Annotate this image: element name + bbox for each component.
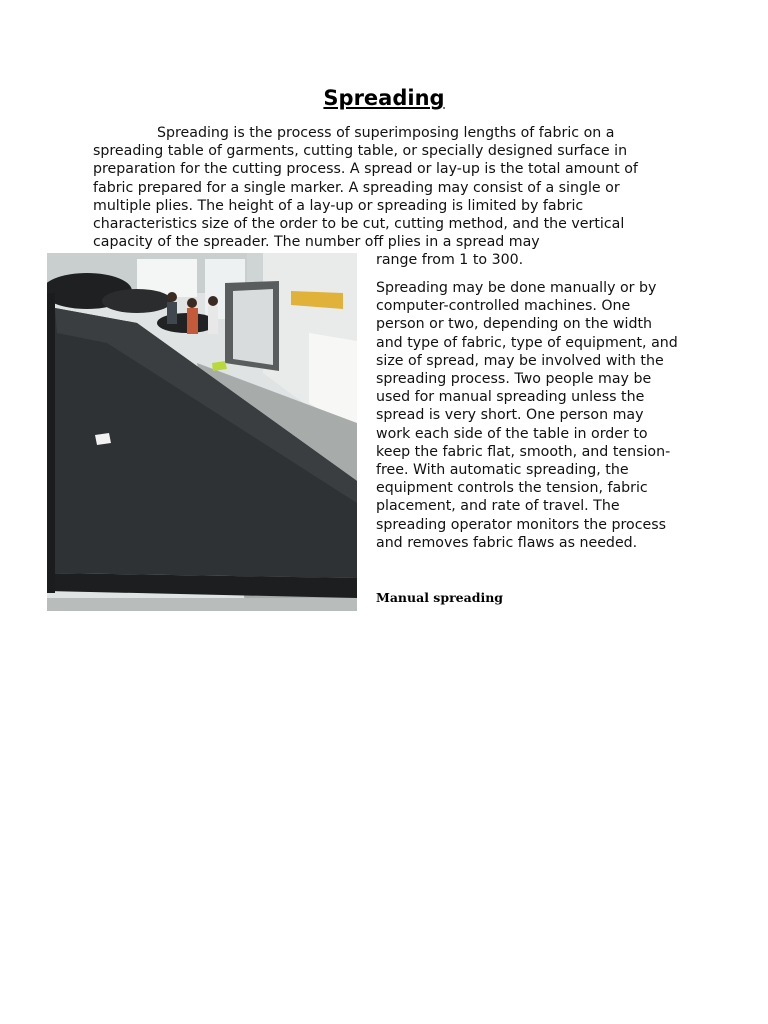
intro-paragraph: Spreading is the process of superimposing lengths of fabric on a spreading table of garments, cutting table, or specially designed surface in preparation for the cutting process. A spread or lay-up is the total amount of fabric prepared for a single marker. A spreading may consist of a single or multiple plies. The height of a lay-up or spreading is limited by fabric characteristics size of the order to be cut, cutting method, and the vertical capacity of the spreader. The number off plies in a spread may bbox=[93, 125, 638, 251]
manual-spreading-photo bbox=[47, 253, 357, 611]
image-caption: Manual spreading bbox=[376, 590, 504, 605]
page-title: Spreading bbox=[323, 86, 445, 110]
spreading-methods-paragraph: Spreading may be done manually or by computer-controlled machines. One person or two, depending on the width and type of fabric, type of equipment, and size of spread, may be involved with the spreading process. Two people may be used for manual spreading unless the spread is very short. One person may work each side of the table in order to keep the fabric flat, smooth, and tension-free. With automatic spreading, the equipment controls the tension, fabric placement, and rate of travel. The spreading operator monitors the process and removes fabric flaws as needed. bbox=[376, 280, 678, 551]
intro-paragraph-tail: range from 1 to 300. bbox=[376, 252, 524, 268]
